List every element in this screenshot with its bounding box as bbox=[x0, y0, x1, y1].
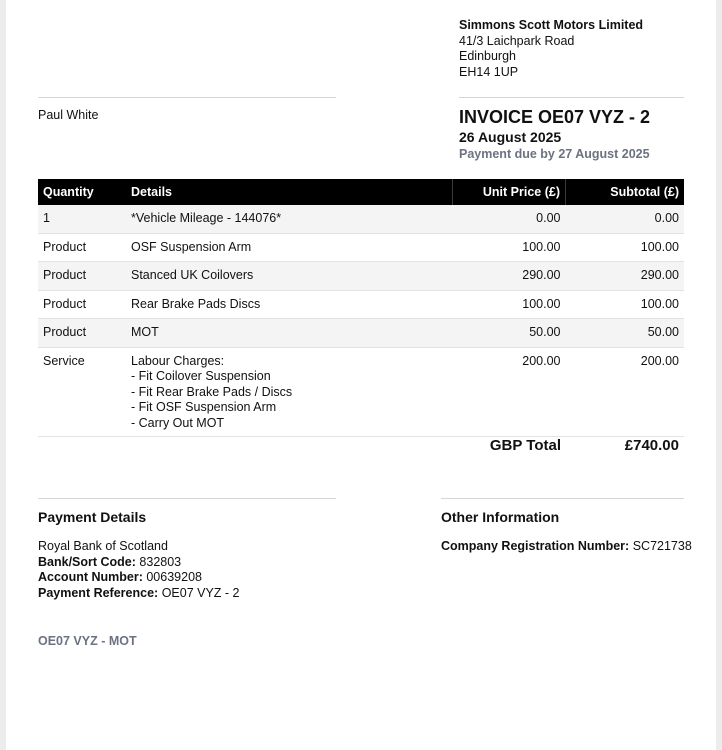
labour-line: - Fit OSF Suspension Arm bbox=[131, 400, 277, 414]
payment-reference-line bbox=[38, 586, 240, 602]
labour-line: - Fit Rear Brake Pads / Discs bbox=[131, 384, 293, 399]
row-details: Stanced UK Coilovers bbox=[126, 262, 453, 291]
account-number-line bbox=[38, 570, 240, 586]
payment-reference-label: Payment Reference: bbox=[38, 585, 159, 600]
payment-divider bbox=[38, 498, 336, 499]
row-unit-price: 0.00 bbox=[453, 205, 566, 233]
account-number-label: Account Number: bbox=[38, 570, 143, 584]
bank-name: Royal Bank of Scotland bbox=[38, 539, 168, 553]
labour-heading: Labour Charges: bbox=[131, 353, 225, 368]
row-unit-price: 100.00 bbox=[453, 233, 566, 262]
row-quantity: Product bbox=[38, 290, 126, 319]
table-row bbox=[38, 233, 684, 262]
other-divider bbox=[441, 498, 684, 499]
payment-details bbox=[38, 539, 240, 601]
labour-line: - Fit Coilover Suspension bbox=[131, 369, 271, 383]
total-value: £740.00 bbox=[624, 437, 679, 454]
row-quantity: Service bbox=[38, 347, 126, 437]
table-row bbox=[38, 319, 684, 348]
company-name: Simmons Scott Motors Limited bbox=[459, 18, 644, 32]
header-quantity: Quantity bbox=[38, 179, 126, 205]
company-address bbox=[459, 18, 699, 80]
sort-code-value: 832803 bbox=[139, 554, 182, 569]
table-row bbox=[38, 290, 684, 319]
row-quantity: Product bbox=[38, 262, 126, 291]
line-items-table bbox=[38, 179, 684, 437]
company-registration-line bbox=[441, 539, 692, 553]
row-unit-price: 290.00 bbox=[453, 262, 566, 291]
vehicle-reference-note: OE07 VYZ - MOT bbox=[38, 634, 137, 648]
table-header-row bbox=[38, 179, 684, 205]
header-subtotal: Subtotal (£) bbox=[566, 179, 685, 205]
sort-code-label: Bank/Sort Code: bbox=[38, 554, 136, 569]
row-subtotal: 200.00 bbox=[566, 347, 685, 437]
row-subtotal: 50.00 bbox=[566, 319, 685, 348]
payment-details-title: Payment Details bbox=[38, 509, 147, 525]
company-registration-label: Company Registration Number: bbox=[441, 539, 630, 553]
header-details: Details bbox=[126, 179, 453, 205]
invoice-divider bbox=[459, 97, 684, 98]
total-label: GBP Total bbox=[489, 437, 561, 454]
table-row bbox=[38, 347, 684, 437]
client-divider bbox=[38, 97, 336, 98]
payment-reference-value: OE07 VYZ - 2 bbox=[161, 585, 240, 600]
row-details: *Vehicle Mileage - 144076* bbox=[126, 205, 453, 233]
company-address-line: 41/3 Laichpark Road bbox=[459, 33, 575, 48]
row-unit-price: 100.00 bbox=[453, 290, 566, 319]
row-details: MOT bbox=[126, 319, 453, 348]
account-number-value: 00639208 bbox=[146, 570, 202, 584]
payment-due: Payment due by 27 August 2025 bbox=[459, 147, 650, 161]
row-quantity: Product bbox=[38, 233, 126, 262]
row-subtotal: 290.00 bbox=[566, 262, 685, 291]
company-city: Edinburgh bbox=[459, 49, 516, 63]
row-subtotal: 100.00 bbox=[566, 233, 685, 262]
row-quantity: Product bbox=[38, 319, 126, 348]
other-information-title: Other Information bbox=[441, 509, 560, 525]
invoice-page bbox=[6, 0, 716, 750]
labour-line: - Carry Out MOT bbox=[131, 415, 225, 430]
header-unit-price: Unit Price (£) bbox=[453, 179, 566, 205]
client-name: Paul White bbox=[38, 108, 99, 122]
table-row bbox=[38, 262, 684, 291]
company-registration-value: SC721738 bbox=[632, 539, 692, 553]
table-row bbox=[38, 205, 684, 233]
invoice-date: 26 August 2025 bbox=[459, 129, 562, 145]
row-unit-price: 200.00 bbox=[453, 347, 566, 437]
row-unit-price: 50.00 bbox=[453, 319, 566, 348]
row-details: OSF Suspension Arm bbox=[126, 233, 453, 262]
company-postcode: EH14 1UP bbox=[459, 64, 519, 79]
sort-code-line bbox=[38, 555, 240, 571]
row-details: Rear Brake Pads Discs bbox=[126, 290, 453, 319]
row-subtotal: 100.00 bbox=[566, 290, 685, 319]
row-quantity: 1 bbox=[38, 205, 126, 233]
invoice-title: INVOICE OE07 VYZ - 2 bbox=[459, 107, 651, 127]
row-subtotal: 0.00 bbox=[566, 205, 685, 233]
row-details bbox=[126, 347, 453, 437]
